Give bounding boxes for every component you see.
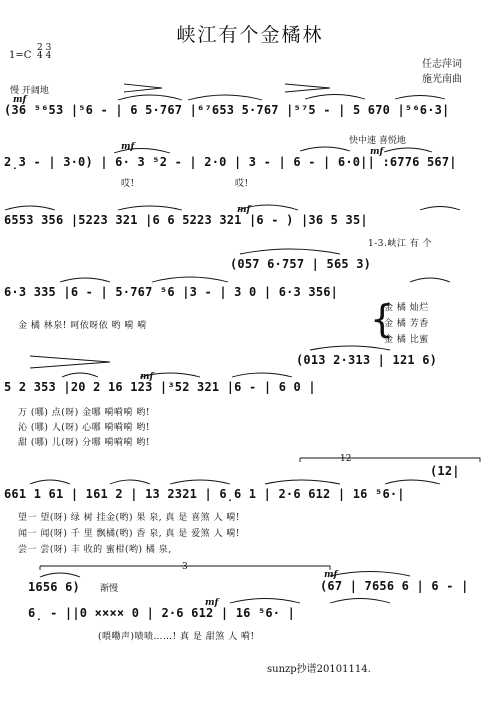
crescendo-hairpin [124,84,162,92]
dynamic-mark: mf [13,95,27,105]
slur-mark [395,96,445,100]
volta-bracket [300,458,480,462]
lyric-row-5-v2: 沁 (哪) 人(呀) 心哪 嗬嗬嗬 哟! [18,423,150,433]
slur-mark [300,147,350,151]
slur-mark [152,277,228,282]
lyric-verse-1: 金 橘 灿烂 [384,303,429,313]
slur-mark [188,95,262,100]
slur-mark [5,206,55,210]
notation-row-5-upper: (013 2·313 | 121 6) [296,353,438,367]
dynamic-mark: mf [205,598,219,608]
page-title: 峡江有个金橘林 [176,24,324,46]
notation-row-6: 661 1 61 | 161 2 | 13 2321 | 6̣6 1 | 2·6 612 | 16 ⁵6·| [4,487,405,501]
crescendo-hairpin [285,84,330,92]
slur-mark [265,480,340,484]
slur-mark [60,278,110,282]
lyric-shout-1: 哎! [121,179,135,189]
lyric-row-3: 1-3.峡江 有 个 [368,239,433,249]
lyric-shout-2: 哎! [235,179,249,189]
lyric-row-6-v1: 望一 望(呀) 绿 树 挂金(哟) 果 泉, 真 是 喜煞 人 嗬! [18,513,240,523]
dynamic-mark: mf [121,142,135,152]
slur-mark [30,480,70,484]
lyric-row-4: 金 橘 林泉! 呵依呀依 哟 嗬 嗬 [18,321,147,331]
lyric-verse-2: 金 橘 芳香 [384,319,429,329]
lyric-row-5-v1: 万 (哪) 点(呀) 金哪 嗬嗬嗬 哟! [18,408,150,418]
slur-mark [310,346,390,350]
volta-2-label: 3 [182,562,188,572]
slur-mark [240,249,340,254]
lyric-row-6-v3: 尝一 尝(呀) 丰 收的 蜜柑(哟) 橘 泉, [18,545,172,555]
slur-mark [170,480,230,484]
slur-mark [118,95,182,100]
dynamic-mark: mf [140,372,154,382]
notation-row-7-right: (67 | 7656 6 | 6 - | [320,579,469,593]
notation-row-4: 6·3 335 |6 - | 5·767 ⁵6 |3 - | 3 0 | 6·3 356| [4,285,339,299]
key-label: 1=C [9,50,32,61]
notation-row-3: 6553 356 |5223 321 |6 6 5223 321 |6 - ) |36 5 35| [4,213,368,227]
verse-brace: { [370,297,395,341]
slur-mark [62,373,98,377]
tempo-marking-1: 慢 开阔地 [10,86,49,96]
meter-top: 2 3 [37,43,52,53]
notation-row-1: (36 ⁵⁶53 |⁵6 - | 6 5·767 |⁶⁷653 5·767 |⁵⁷5 - | 5 670 |⁵⁶6·3| [4,103,450,117]
dynamic-mark: mf [324,570,338,580]
composer-credit: 施光南曲 [422,74,462,85]
transcriber-footer: sunzp抄谱20101114. [267,664,371,675]
slur-mark [305,95,365,100]
notation-row-7: 6̣ - ||0 ×××× 0 | 2·6 612 | 16 ⁵6· | [28,606,296,620]
lyric-row-6-v2: 闻一 闻(呀) 千 里 飘橘(哟) 香 泉, 真 是 爱煞 人 嗬! [18,529,240,539]
tempo-marking-3: 渐慢 [100,584,119,594]
slur-mark [385,480,440,484]
notation-row-7-upper: 1656 6) [28,580,80,594]
slur-mark [110,480,150,484]
notation-row-5: 5 2 353 |20 2 16 123 |³52 321 |6 - | 6 0 | [4,380,316,394]
slur-mark [114,149,170,154]
slur-mark [238,205,298,210]
volta-bracket [40,566,330,570]
slur-mark [232,373,292,377]
slur-mark [410,278,450,282]
notation-row-2: 2̣3 - | 3·0) | 6· 3 ⁵2 - | 2·0 | 3 - | 6 - | 6·0|| :6776 567| [4,155,457,169]
notation-row-6-upper: (12| [430,464,460,478]
slur-mark [384,148,432,152]
tempo-marking-2: 快中速 喜悦地 [349,136,406,146]
meter-bottom: 4 4 [37,51,52,61]
lyric-verse-3: 金 橘 比蜜 [384,335,429,345]
crescendo-hairpin [30,356,110,368]
slur-mark [330,599,390,604]
slur-mark [118,206,182,210]
dynamic-mark: mf [237,205,251,215]
slur-mark [420,207,460,211]
lyric-row-7: (喂嘞声)啧啧……! 真 是 甜煞 人 嗬! [98,632,255,642]
lyricist-credit: 任志萍词 [422,59,462,70]
notation-row-4-upper: (057 6·757 | 565 3) [230,257,372,271]
slur-mark [330,572,410,577]
slur-mark [140,373,200,377]
slur-mark [230,599,300,604]
lyric-row-5-v3: 甜 (哪) 儿(呀) 分哪 嗬嗬嗬 哟! [18,438,150,448]
dynamic-mark: mf [370,147,384,157]
slur-mark [40,573,80,577]
volta-1-label: 12 [340,454,352,464]
